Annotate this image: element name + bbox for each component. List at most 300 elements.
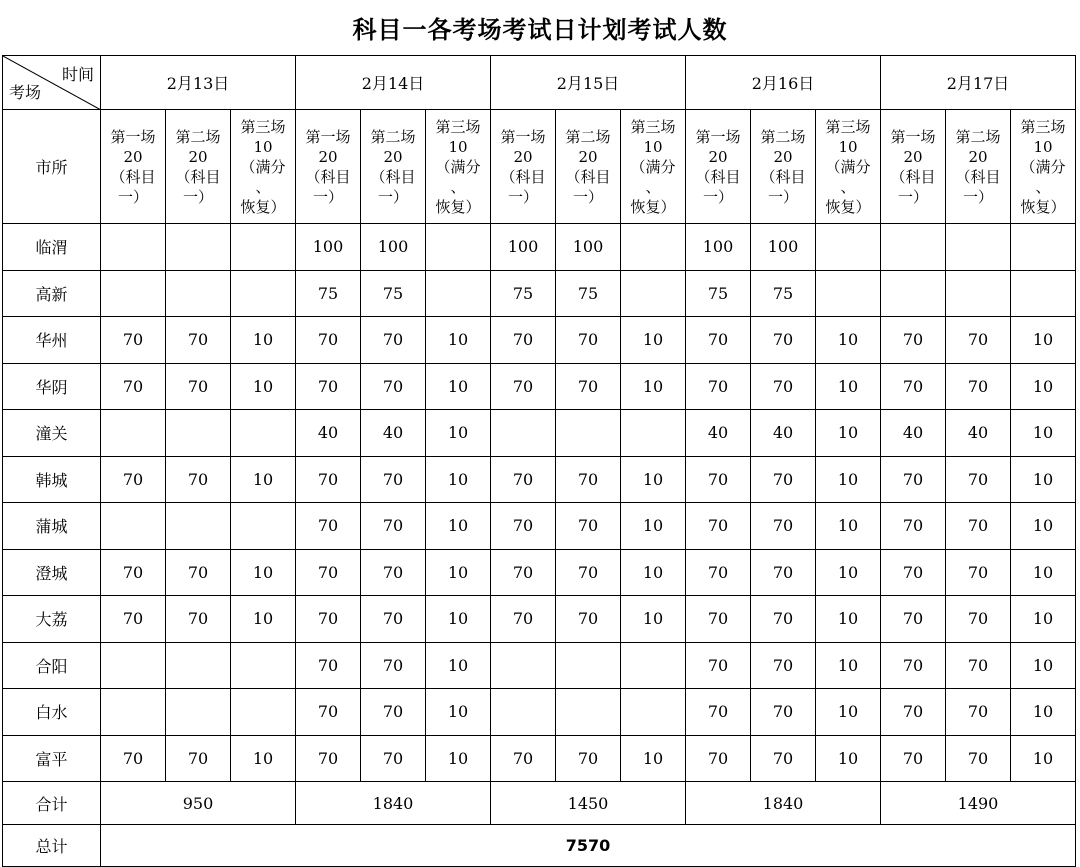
count-cell: 10 — [816, 596, 881, 643]
session-header-line: 第二场 — [175, 127, 221, 146]
count-cell: 75 — [361, 270, 426, 317]
count-cell: 10 — [426, 410, 491, 457]
session-header-row — [3, 110, 1076, 224]
session-header-line: 一） — [767, 187, 798, 206]
count-cell: 70 — [491, 363, 556, 410]
session-header-line: 第三场 — [825, 117, 871, 136]
count-cell: 70 — [361, 596, 426, 643]
count-cell: 100 — [686, 224, 751, 271]
count-cell: 75 — [556, 270, 621, 317]
count-cell — [946, 224, 1011, 271]
session-header — [101, 110, 166, 224]
count-cell: 70 — [881, 363, 946, 410]
count-cell: 10 — [1011, 689, 1076, 736]
count-cell: 10 — [1011, 456, 1076, 503]
count-cell: 10 — [621, 317, 686, 364]
count-cell: 100 — [491, 224, 556, 271]
session-header-line: 10 — [643, 137, 663, 156]
count-cell: 10 — [1011, 596, 1076, 643]
count-cell: 10 — [621, 363, 686, 410]
count-cell — [101, 224, 166, 271]
count-cell: 70 — [751, 456, 816, 503]
session-header-line: 恢复） — [435, 197, 481, 216]
count-cell: 10 — [816, 503, 881, 550]
count-cell: 70 — [556, 456, 621, 503]
count-cell: 10 — [231, 363, 296, 410]
count-cell — [621, 270, 686, 317]
count-cell: 10 — [426, 363, 491, 410]
session-header-line: 一） — [312, 187, 343, 206]
count-cell: 70 — [751, 596, 816, 643]
date-header: 2月17日 — [881, 56, 1076, 110]
table-row — [3, 363, 1076, 410]
session-header-line: 一） — [507, 187, 538, 206]
venue-name: 白水 — [3, 689, 101, 736]
count-cell: 70 — [881, 689, 946, 736]
count-cell: 70 — [101, 363, 166, 410]
date-header: 2月14日 — [296, 56, 491, 110]
session-header-line: （满分 — [240, 157, 286, 176]
count-cell: 70 — [166, 363, 231, 410]
count-cell — [231, 270, 296, 317]
grand-total-row — [3, 825, 1076, 867]
date-header: 2月16日 — [686, 56, 881, 110]
count-cell: 70 — [296, 363, 361, 410]
count-cell: 70 — [166, 549, 231, 596]
count-cell: 70 — [556, 317, 621, 364]
count-cell — [881, 270, 946, 317]
count-cell: 10 — [1011, 363, 1076, 410]
count-cell — [491, 410, 556, 457]
session-header-line: 恢复） — [630, 197, 676, 216]
count-cell: 10 — [816, 642, 881, 689]
session-header-line: 20 — [123, 147, 143, 166]
count-cell: 70 — [101, 596, 166, 643]
count-cell: 100 — [296, 224, 361, 271]
grand-total-value: 7570 — [101, 825, 1076, 867]
count-cell: 10 — [231, 735, 296, 782]
session-header-line: 一） — [702, 187, 733, 206]
count-cell — [231, 410, 296, 457]
session-header-line: 一） — [962, 187, 993, 206]
table-row — [3, 270, 1076, 317]
count-cell: 70 — [101, 735, 166, 782]
session-header-line: 20 — [708, 147, 728, 166]
count-cell: 70 — [946, 689, 1011, 736]
count-cell: 70 — [361, 317, 426, 364]
count-cell: 70 — [361, 549, 426, 596]
session-header-line: 恢复） — [240, 197, 286, 216]
session-header-line: 第一场 — [500, 127, 546, 146]
count-cell: 70 — [296, 456, 361, 503]
count-cell — [231, 642, 296, 689]
count-cell: 70 — [686, 735, 751, 782]
count-cell: 10 — [426, 456, 491, 503]
count-cell: 40 — [361, 410, 426, 457]
count-cell: 40 — [881, 410, 946, 457]
count-cell — [491, 689, 556, 736]
count-cell — [621, 224, 686, 271]
count-cell: 10 — [816, 456, 881, 503]
session-header-line: 第一场 — [110, 127, 156, 146]
count-cell: 70 — [751, 735, 816, 782]
count-cell: 70 — [556, 596, 621, 643]
venue-name: 华阴 — [3, 363, 101, 410]
count-cell: 70 — [491, 503, 556, 550]
venue-name: 韩城 — [3, 456, 101, 503]
session-header-line: 一） — [377, 187, 408, 206]
subtotal-label: 合计 — [3, 782, 101, 825]
session-header — [296, 110, 361, 224]
session-header-line: 20 — [383, 147, 403, 166]
venue-name: 高新 — [3, 270, 101, 317]
count-cell: 10 — [231, 596, 296, 643]
count-cell: 70 — [686, 642, 751, 689]
count-cell: 70 — [751, 363, 816, 410]
date-header-row — [3, 56, 1076, 110]
session-header-line: 第三场 — [435, 117, 481, 136]
count-cell — [101, 689, 166, 736]
count-cell — [426, 224, 491, 271]
count-cell: 70 — [491, 735, 556, 782]
count-cell — [816, 224, 881, 271]
count-cell — [166, 270, 231, 317]
count-cell: 40 — [946, 410, 1011, 457]
count-cell: 70 — [751, 549, 816, 596]
count-cell: 40 — [751, 410, 816, 457]
venue-name: 大荔 — [3, 596, 101, 643]
count-cell: 10 — [1011, 317, 1076, 364]
session-header-line: （满分 — [1020, 157, 1066, 176]
corner-time-label: 时间 — [61, 65, 94, 84]
count-cell: 70 — [296, 549, 361, 596]
count-cell — [621, 642, 686, 689]
count-cell: 70 — [296, 735, 361, 782]
subtotal-value: 1840 — [686, 782, 881, 825]
session-header-line: （满分 — [435, 157, 481, 176]
table-row — [3, 642, 1076, 689]
row-header-label: 市所 — [3, 110, 101, 224]
count-cell: 70 — [946, 549, 1011, 596]
session-header-line: 20 — [318, 147, 338, 166]
count-cell — [101, 270, 166, 317]
venue-name: 蒲城 — [3, 503, 101, 550]
session-header-line: 20 — [903, 147, 923, 166]
session-header-line: 20 — [773, 147, 793, 166]
session-header-line: （满分 — [630, 157, 676, 176]
count-cell — [946, 270, 1011, 317]
count-cell — [621, 410, 686, 457]
count-cell: 100 — [751, 224, 816, 271]
count-cell — [101, 410, 166, 457]
count-cell: 40 — [686, 410, 751, 457]
subtotal-value: 1490 — [881, 782, 1076, 825]
count-cell: 10 — [816, 410, 881, 457]
count-cell: 70 — [296, 317, 361, 364]
count-cell: 10 — [1011, 642, 1076, 689]
session-header-line: 第二场 — [760, 127, 806, 146]
count-cell: 70 — [751, 642, 816, 689]
session-header-line: （科目 — [175, 167, 221, 186]
count-cell — [231, 224, 296, 271]
session-header-line: 、 — [450, 177, 466, 196]
count-cell: 70 — [686, 363, 751, 410]
count-cell: 10 — [1011, 549, 1076, 596]
count-cell: 70 — [881, 503, 946, 550]
count-cell: 70 — [946, 735, 1011, 782]
count-cell: 70 — [361, 456, 426, 503]
count-cell: 10 — [621, 735, 686, 782]
session-header-line: 恢复） — [825, 197, 871, 216]
count-cell: 70 — [166, 317, 231, 364]
count-cell — [166, 410, 231, 457]
count-cell: 75 — [686, 270, 751, 317]
venue-name: 潼关 — [3, 410, 101, 457]
count-cell: 70 — [361, 735, 426, 782]
count-cell: 70 — [556, 549, 621, 596]
table-row — [3, 596, 1076, 643]
session-header — [556, 110, 621, 224]
session-header-line: 第二场 — [955, 127, 1001, 146]
session-header-line: 20 — [188, 147, 208, 166]
session-header — [816, 110, 881, 224]
count-cell: 70 — [361, 689, 426, 736]
count-cell — [166, 642, 231, 689]
session-header — [361, 110, 426, 224]
count-cell — [621, 689, 686, 736]
count-cell — [426, 270, 491, 317]
count-cell: 70 — [101, 317, 166, 364]
count-cell: 70 — [491, 596, 556, 643]
count-cell: 10 — [1011, 735, 1076, 782]
count-cell: 10 — [621, 503, 686, 550]
count-cell: 10 — [1011, 503, 1076, 550]
table-row — [3, 224, 1076, 271]
count-cell: 70 — [946, 596, 1011, 643]
table-row — [3, 549, 1076, 596]
session-header-line: 10 — [253, 137, 273, 156]
session-header-line: （科目 — [955, 167, 1001, 186]
page-title: 科目一各考场考试日计划考试人数 — [352, 16, 728, 44]
count-cell: 70 — [296, 596, 361, 643]
count-cell: 10 — [426, 549, 491, 596]
table-row — [3, 456, 1076, 503]
session-header-line: 第一场 — [890, 127, 936, 146]
session-header-line: （科目 — [370, 167, 416, 186]
venue-name: 富平 — [3, 735, 101, 782]
count-cell — [166, 503, 231, 550]
session-header-line: （科目 — [565, 167, 611, 186]
count-cell — [556, 689, 621, 736]
count-cell: 70 — [686, 549, 751, 596]
count-cell: 10 — [231, 456, 296, 503]
subtotal-value: 1450 — [491, 782, 686, 825]
session-header-line: 第一场 — [305, 127, 351, 146]
count-cell: 75 — [751, 270, 816, 317]
session-header — [231, 110, 296, 224]
session-header-line: 一） — [572, 187, 603, 206]
count-cell — [1011, 224, 1076, 271]
count-cell: 75 — [491, 270, 556, 317]
venue-name: 澄城 — [3, 549, 101, 596]
session-header — [1011, 110, 1076, 224]
session-header — [881, 110, 946, 224]
count-cell: 70 — [556, 363, 621, 410]
session-header — [751, 110, 816, 224]
session-header-line: （科目 — [760, 167, 806, 186]
count-cell: 70 — [686, 596, 751, 643]
count-cell: 70 — [686, 456, 751, 503]
count-cell: 70 — [946, 317, 1011, 364]
venue-name: 临渭 — [3, 224, 101, 271]
count-cell: 70 — [166, 596, 231, 643]
count-cell: 70 — [751, 503, 816, 550]
count-cell: 10 — [426, 596, 491, 643]
count-cell: 10 — [816, 735, 881, 782]
count-cell: 70 — [686, 689, 751, 736]
count-cell: 70 — [556, 735, 621, 782]
session-header — [166, 110, 231, 224]
count-cell: 70 — [101, 456, 166, 503]
count-cell: 100 — [556, 224, 621, 271]
count-cell: 10 — [426, 735, 491, 782]
count-cell: 70 — [881, 642, 946, 689]
session-header-line: （科目 — [305, 167, 351, 186]
session-header — [621, 110, 686, 224]
count-cell: 70 — [946, 363, 1011, 410]
count-cell: 10 — [816, 317, 881, 364]
count-cell: 70 — [361, 642, 426, 689]
grand-total-label: 总计 — [3, 825, 101, 867]
session-header-line: 10 — [1033, 137, 1053, 156]
session-header-line: 20 — [578, 147, 598, 166]
date-header: 2月13日 — [101, 56, 296, 110]
session-header-line: 、 — [840, 177, 856, 196]
count-cell: 10 — [816, 363, 881, 410]
count-cell — [101, 503, 166, 550]
venue-name: 华州 — [3, 317, 101, 364]
count-cell — [166, 224, 231, 271]
session-header-line: 、 — [1035, 177, 1051, 196]
count-cell: 10 — [231, 317, 296, 364]
session-header-line: 10 — [838, 137, 858, 156]
count-cell: 10 — [621, 549, 686, 596]
count-cell: 100 — [361, 224, 426, 271]
count-cell: 70 — [946, 456, 1011, 503]
count-cell — [491, 642, 556, 689]
count-cell: 70 — [491, 456, 556, 503]
count-cell — [166, 689, 231, 736]
count-cell: 70 — [296, 689, 361, 736]
session-header-line: 、 — [645, 177, 661, 196]
exam-schedule-table — [2, 55, 1076, 867]
session-header-line: 20 — [968, 147, 988, 166]
count-cell: 10 — [426, 689, 491, 736]
corner-cell — [3, 56, 101, 110]
count-cell — [816, 270, 881, 317]
session-header-line: 第三场 — [630, 117, 676, 136]
session-header-line: （科目 — [890, 167, 936, 186]
count-cell: 10 — [621, 596, 686, 643]
count-cell: 70 — [556, 503, 621, 550]
count-cell: 10 — [816, 689, 881, 736]
session-header-line: 一） — [897, 187, 928, 206]
count-cell: 75 — [296, 270, 361, 317]
count-cell: 70 — [881, 596, 946, 643]
count-cell: 70 — [361, 363, 426, 410]
session-header-line: 一） — [117, 187, 148, 206]
subtotal-value: 950 — [101, 782, 296, 825]
count-cell — [101, 642, 166, 689]
count-cell: 70 — [686, 317, 751, 364]
venue-name: 合阳 — [3, 642, 101, 689]
session-header-line: 第一场 — [695, 127, 741, 146]
count-cell — [231, 503, 296, 550]
corner-venue-label: 考场 — [9, 83, 42, 102]
count-cell: 70 — [166, 735, 231, 782]
table-row — [3, 735, 1076, 782]
count-cell: 10 — [816, 549, 881, 596]
table-row — [3, 503, 1076, 550]
session-header — [491, 110, 556, 224]
table-row — [3, 410, 1076, 457]
session-header-line: 20 — [513, 147, 533, 166]
session-header — [426, 110, 491, 224]
count-cell: 70 — [101, 549, 166, 596]
count-cell: 70 — [491, 549, 556, 596]
count-cell: 70 — [491, 317, 556, 364]
count-cell: 70 — [751, 317, 816, 364]
count-cell: 70 — [686, 503, 751, 550]
table-row — [3, 689, 1076, 736]
session-header-line: 一） — [182, 187, 213, 206]
count-cell: 10 — [231, 549, 296, 596]
session-header-line: 、 — [255, 177, 271, 196]
count-cell: 70 — [296, 642, 361, 689]
session-header-line: （满分 — [825, 157, 871, 176]
count-cell: 70 — [881, 456, 946, 503]
count-cell: 70 — [751, 689, 816, 736]
count-cell: 10 — [426, 642, 491, 689]
session-header-line: 第二场 — [370, 127, 416, 146]
session-header — [946, 110, 1011, 224]
subtotal-value: 1840 — [296, 782, 491, 825]
count-cell: 70 — [881, 549, 946, 596]
count-cell: 70 — [946, 642, 1011, 689]
count-cell: 40 — [296, 410, 361, 457]
count-cell — [556, 642, 621, 689]
count-cell: 10 — [1011, 410, 1076, 457]
count-cell — [231, 689, 296, 736]
session-header-line: （科目 — [110, 167, 156, 186]
session-header-line: 第三场 — [240, 117, 286, 136]
session-header-line: （科目 — [500, 167, 546, 186]
count-cell: 70 — [946, 503, 1011, 550]
count-cell: 10 — [621, 456, 686, 503]
table-row — [3, 317, 1076, 364]
count-cell: 70 — [296, 503, 361, 550]
count-cell: 70 — [881, 317, 946, 364]
count-cell: 70 — [166, 456, 231, 503]
session-header-line: （科目 — [695, 167, 741, 186]
count-cell: 70 — [361, 503, 426, 550]
count-cell — [1011, 270, 1076, 317]
count-cell: 70 — [881, 735, 946, 782]
session-header-line: 第二场 — [565, 127, 611, 146]
session-header-line: 恢复） — [1020, 197, 1066, 216]
subtotal-row — [3, 782, 1076, 825]
session-header — [686, 110, 751, 224]
